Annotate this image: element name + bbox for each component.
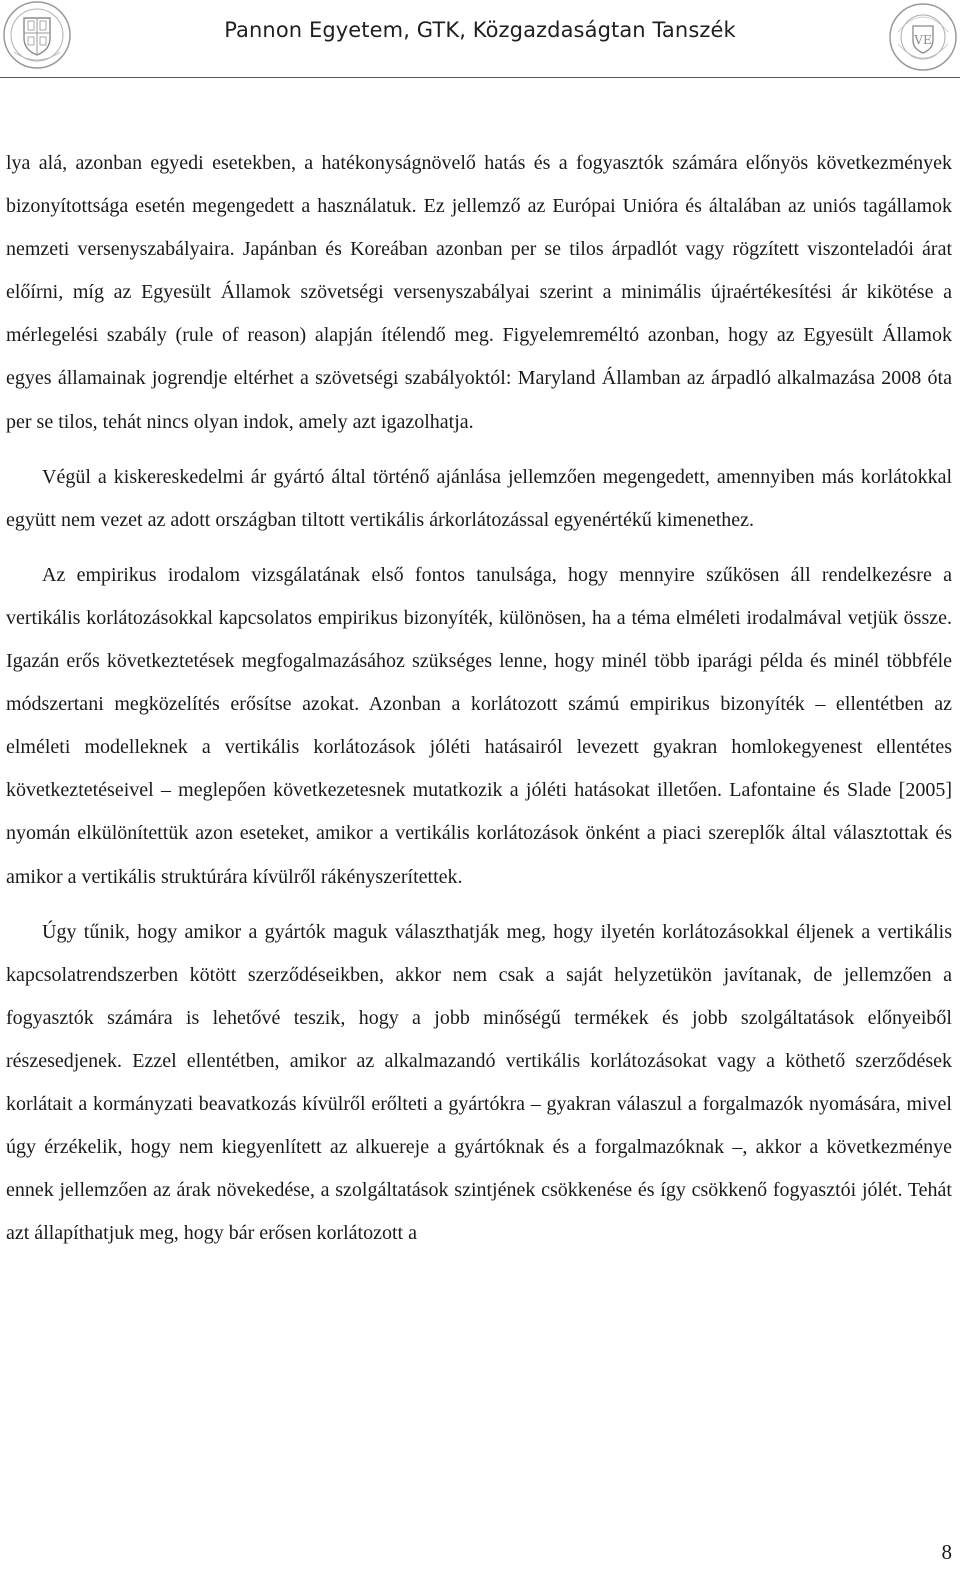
paragraph-1: lya alá, azonban egyedi esetekben, a hatékonyságnövelő hatás és a fogyasztók számára előnyös következmények bizonyítottsága esetén megengedett a használatuk. Ez jellemző az Európai Unióra és általában az uniós tagállamok nemzeti versenyszabályaira. Japánban és Koreában azonban per se tilos árpadlót vagy rögzített viszonteladói árat előírni, míg az Egyesült Államok szövetségi versenyszabályai szerint a minimális újraértékesítési ár kikötése a mérlegelési szabály (rule of reason) alapján ítélendő meg. Figyelemreméltó azonban, hogy az Egyesült Államok egyes államainak jogrendje eltérhet a szövetségi szabályoktól: Maryland Államban az árpadló alkalmazása 2008 óta per se tilos, tehát nincs olyan indok, amely azt igazolhatja. [6,152,952,433]
svg-text:VE: VE [914,33,932,47]
paragraph-3: Az empirikus irodalom vizsgálatának első fontos tanulsága, hogy mennyire szűkösen áll rendelkezésre a vertikális korlátozásokkal kapcsolatos empirikus bizonyíték, különösen, ha a téma elméleti irodalmával vetjük össze. Igazán erős következtetések megfogalmazásához szükséges lenne, hogy minél több iparági példa és minél többféle módszertani megközelítés erősítse azokat. Azonban a korlátozott számú empirikus bizonyíték – ellentétben az elméleti modelleknek a vertikális korlátozások jóléti hatásairól levezett gyakran homlokegyenest ellentétes következtetéseivel – meglepően következetesnek mutatkozik a jóléti hatásokat illetően. Lafontaine és Slade [2005] nyomán elkülönítettük azon eseteket, amikor a vertikális korlátozások önként a piaci szereplők által választottak és amikor a vertikális struktúrára kívülről rákényszerítettek. [6,563,952,888]
facultas-oeconomica-seal-icon [888,2,958,72]
header-divider [0,77,960,78]
paragraph-2: Végül a kiskereskedelmi ár gyártó által történő ajánlása jellemzően megengedett, amennyiben más korlátokkal együtt nem vezet az adott országban tiltott vertikális árkorlátozással egyenértékű kimenethez. [6,465,952,531]
paragraph-4: Úgy tűnik, hogy amikor a gyártók maguk választhatják meg, hogy ilyetén korlátozásokkal éljenek a vertikális kapcsolatrendszerben kötött szerződéseikben, akkor nem csak a saját helyzetükön javítanak, de jellemzően a fogyasztók számára is lehetővé teszik, hogy a jobb minőségű termékek és jobb szolgáltatások előnyeiből részesedjenek. Ezzel ellentétben, amikor az alkalmazandó vertikális korlátozásokat vagy a köthető szerződések korlátait a kormányzati beavatkozás kívülről erőlteti a gyártókra – gyakran válaszul a forgalmazók nyomására, mivel úgy érzékelik, hogy nem kiegyenlített az alkuereje a gyártóknak és a forgalmazóknak –, akkor a következménye ennek jellemzően az árak növekedése, a szolgáltatások szintjének csökkenése és így csökkenő fogyasztói jólét. Tehát azt állapíthatjuk meg, hogy bár erősen korlátozott a [6,920,952,1245]
page-header [0,0,960,82]
page-number: 8 [941,1540,952,1564]
document-body [6,142,952,1267]
header-title: Pannon Egyetem, GTK, Közgazdaságtan Tanszék [224,18,736,42]
